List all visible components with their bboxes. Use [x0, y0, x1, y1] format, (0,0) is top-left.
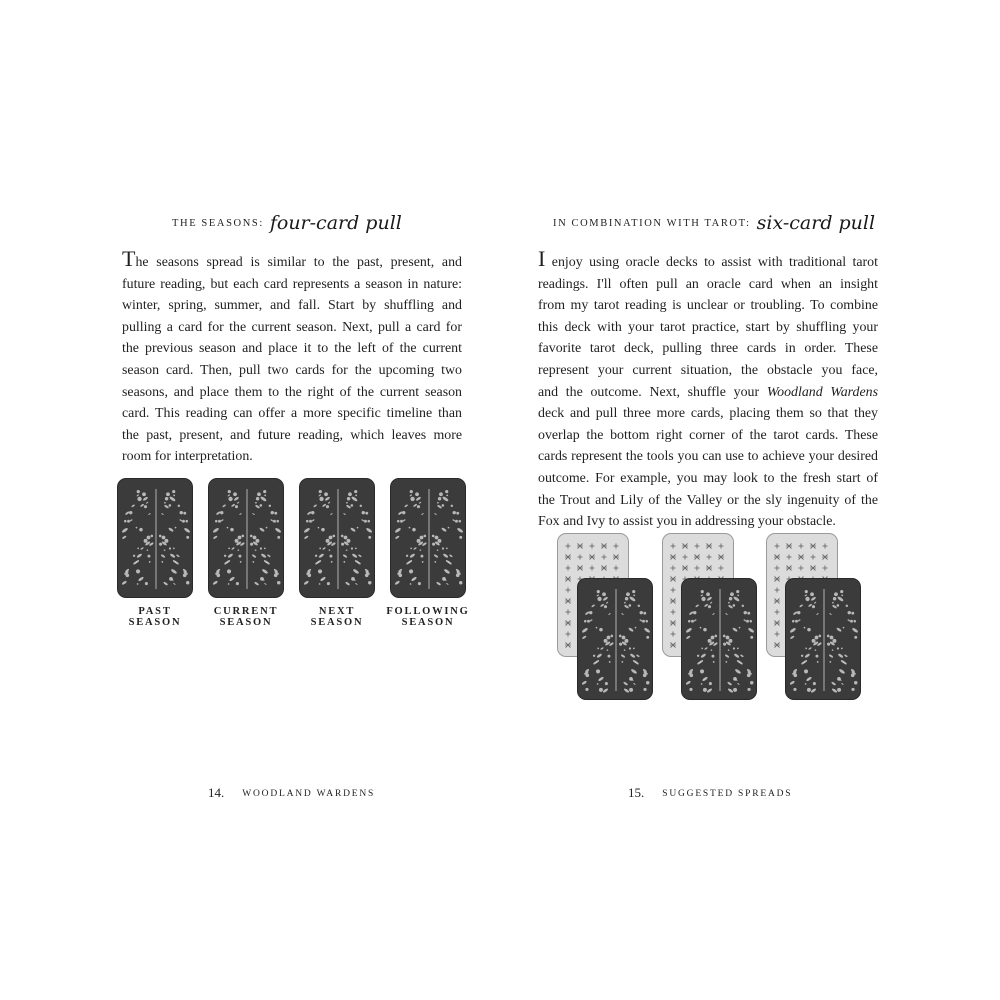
body-line: winter, spring, summer, and fall. Start by shuffling and: [122, 298, 462, 314]
body-line: favorite tarot deck, pulling three cards in order. These: [538, 341, 878, 357]
oracle-card-back-3: [785, 578, 861, 700]
card-back-past-season: [117, 478, 193, 598]
floral-pattern-icon: [209, 479, 285, 599]
body-line: deck and pull three more cards, placing them so that they: [538, 406, 878, 422]
body-line: this deck with your tarot practice, start by shuffling your: [538, 319, 878, 335]
floral-pattern-icon: [786, 579, 862, 701]
running-title: WOODLAND WARDENS: [242, 789, 376, 799]
card-label-next-season: NEXT SEASON: [310, 606, 364, 628]
heading-prefix: THE SEASONS:: [172, 218, 264, 229]
card-back-next-season: [299, 478, 375, 598]
body-line: enjoy using oracle decks to assist with traditional tarot: [545, 255, 878, 270]
floral-pattern-icon: [682, 579, 758, 701]
heading-title: six-card pull: [756, 212, 876, 234]
drop-cap: I: [538, 246, 546, 271]
floral-pattern-icon: [391, 479, 467, 599]
left-page-folio: [208, 784, 375, 802]
right-page: [500, 0, 1000, 1000]
body-line: overlap the bottom right corner of the tarot cards. These: [538, 427, 878, 443]
body-line: seasons, and place them to the right of the current season: [122, 384, 462, 400]
right-page-folio: [628, 784, 792, 802]
card-back-current-season: [208, 478, 284, 598]
floral-pattern-icon: [300, 479, 376, 599]
body-line: card. This reading can offer a more specific timeline than: [122, 406, 462, 422]
body-line: the previous season and place it to the left of the current: [122, 341, 462, 357]
body-line: he seasons spread is similar to the past, present, and: [135, 255, 462, 270]
heading-title: four-card pull: [269, 212, 402, 234]
oracle-card-back-2: [681, 578, 757, 700]
page-number: 14.: [208, 785, 225, 800]
body-line: Fox and Ivy to assist you in addressing your obstacle.: [538, 514, 836, 530]
running-title: SUGGESTED SPREADS: [662, 789, 793, 799]
card-label-following-season: FOLLOWING SEASON: [386, 606, 470, 628]
card-label-current-season: CURRENT SEASON: [213, 606, 279, 628]
page-number: 15.: [628, 785, 645, 800]
body-line: outcome. For example, you may look to the fresh start of: [538, 470, 878, 486]
body-line: the past, present, and future reading, which leaves more: [122, 427, 462, 443]
oracle-card-back-1: [577, 578, 653, 700]
drop-cap: T: [122, 246, 136, 271]
heading-prefix: IN COMBINATION WITH TAROT:: [553, 218, 751, 229]
deck-name-italic: Woodland Wardens: [766, 384, 878, 400]
floral-pattern-icon: [118, 479, 194, 599]
left-page-heading: [172, 212, 402, 234]
body-line: room for interpretation.: [122, 449, 253, 465]
body-line: and the outcome. Next, shuffle your: [538, 384, 760, 400]
body-line: represent your current situation, the obstacle you face,: [538, 362, 878, 378]
body-line: season card. Then, pull two cards for the upcoming two: [122, 362, 462, 378]
card-label-past-season: PAST SEASON: [128, 606, 182, 628]
body-line: future reading, but each card represents a season in nature:: [122, 276, 462, 292]
card-back-following-season: [390, 478, 466, 598]
floral-pattern-icon: [578, 579, 654, 701]
right-page-body: [538, 246, 878, 533]
body-line: from my tarot reading is unclear or troubling. To combine: [538, 298, 878, 314]
left-page-body: [122, 246, 462, 468]
body-line: pulling a card for the current season. Next, pull a card for: [122, 319, 462, 335]
body-line: readings. I'll often pull an oracle card when an insight: [538, 276, 878, 292]
right-page-heading: [553, 212, 875, 234]
body-line: cards represent the tools you can use to achieve your desired: [538, 449, 878, 465]
body-line: the Trout and Lily of the Valley or the sly ingenuity of the: [538, 492, 878, 508]
